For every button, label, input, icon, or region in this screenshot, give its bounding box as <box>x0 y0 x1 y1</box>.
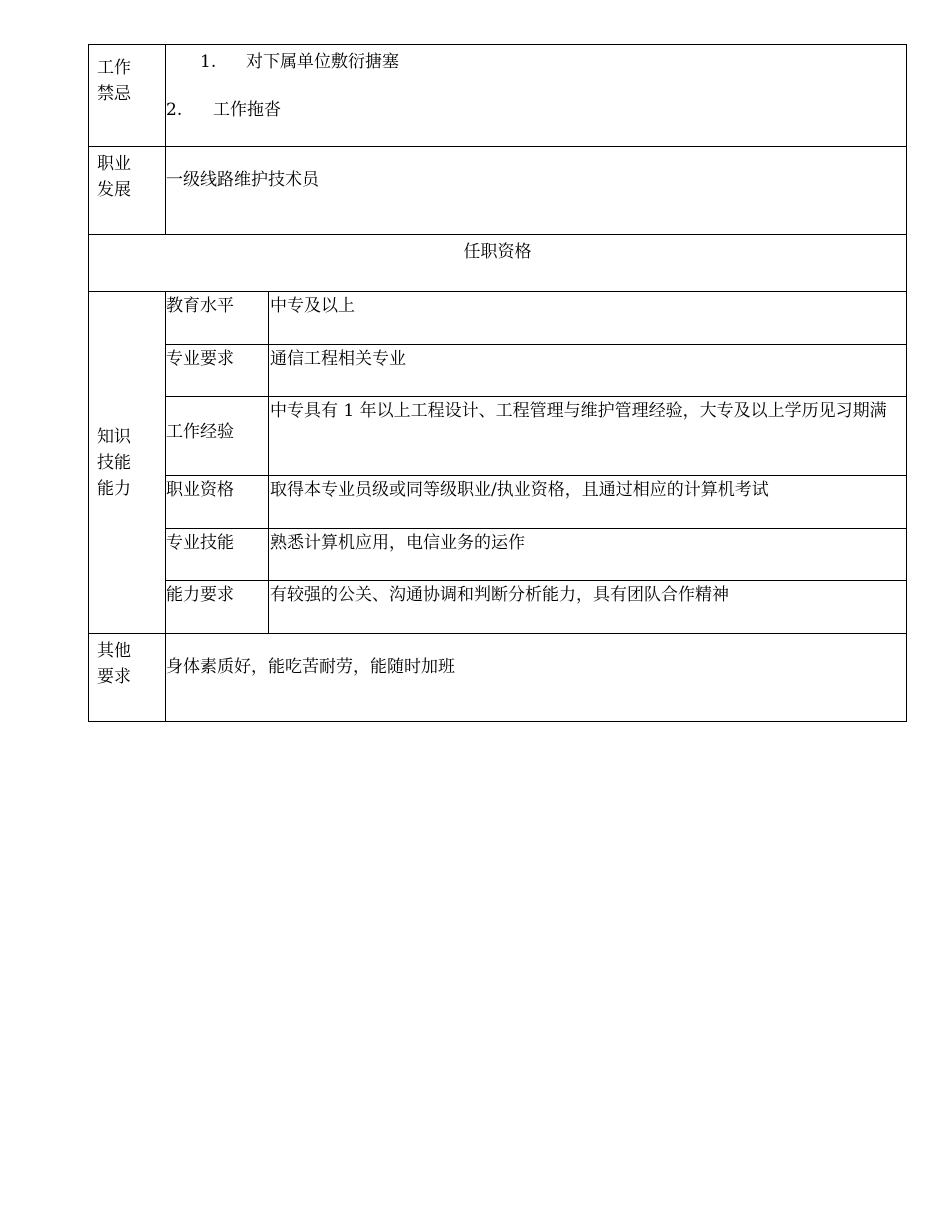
career-development-row <box>89 147 907 235</box>
career-development-label: 职业发展 <box>89 147 166 235</box>
knowledge-row-value: 中专及以上 <box>269 292 907 345</box>
other-requirements-label: 其他要求 <box>89 634 166 722</box>
knowledge-row <box>89 476 907 529</box>
knowledge-row <box>89 397 907 476</box>
knowledge-row-value: 通信工程相关专业 <box>269 345 907 397</box>
prohibition-item-text: 工作拖沓 <box>213 100 281 120</box>
prohibition-item <box>166 49 906 75</box>
other-requirements-row <box>89 634 907 722</box>
qualifications-row <box>89 235 907 292</box>
knowledge-row <box>89 292 907 345</box>
work-prohibitions-label: 工作禁忌 <box>89 45 166 147</box>
prohibition-item-number: 1. <box>200 52 217 72</box>
work-prohibitions-row <box>89 45 907 147</box>
prohibition-item-number: 2. <box>166 100 183 120</box>
knowledge-row-label: 工作经验 <box>166 397 269 476</box>
prohibition-item <box>166 97 906 123</box>
knowledge-row <box>89 345 907 397</box>
career-development-content: 一级线路维护技术员 <box>166 147 907 235</box>
knowledge-row-label: 专业要求 <box>166 345 269 397</box>
qualifications-title: 任职资格 <box>89 235 907 292</box>
knowledge-row-label: 能力要求 <box>166 581 269 634</box>
knowledge-row <box>89 529 907 581</box>
knowledge-skills-label: 知识技能能力 <box>89 292 166 634</box>
job-description-table <box>88 44 907 722</box>
other-requirements-content: 身体素质好，能吃苦耐劳，能随时加班 <box>166 634 907 722</box>
knowledge-row-label: 专业技能 <box>166 529 269 581</box>
knowledge-row-value: 有较强的公关、沟通协调和判断分析能力，具有团队合作精神 <box>269 581 907 634</box>
knowledge-row-label: 职业资格 <box>166 476 269 529</box>
knowledge-row-value: 中专具有 1 年以上工程设计、工程管理与维护管理经验，大专及以上学历见习期满 <box>269 397 907 476</box>
knowledge-row-value: 取得本专业员级或同等级职业/执业资格，且通过相应的计算机考试 <box>269 476 907 529</box>
knowledge-row <box>89 581 907 634</box>
knowledge-row-value: 熟悉计算机应用，电信业务的运作 <box>269 529 907 581</box>
knowledge-row-label: 教育水平 <box>166 292 269 345</box>
work-prohibitions-content <box>166 45 907 147</box>
prohibition-item-text: 对下属单位敷衍搪塞 <box>246 52 399 72</box>
